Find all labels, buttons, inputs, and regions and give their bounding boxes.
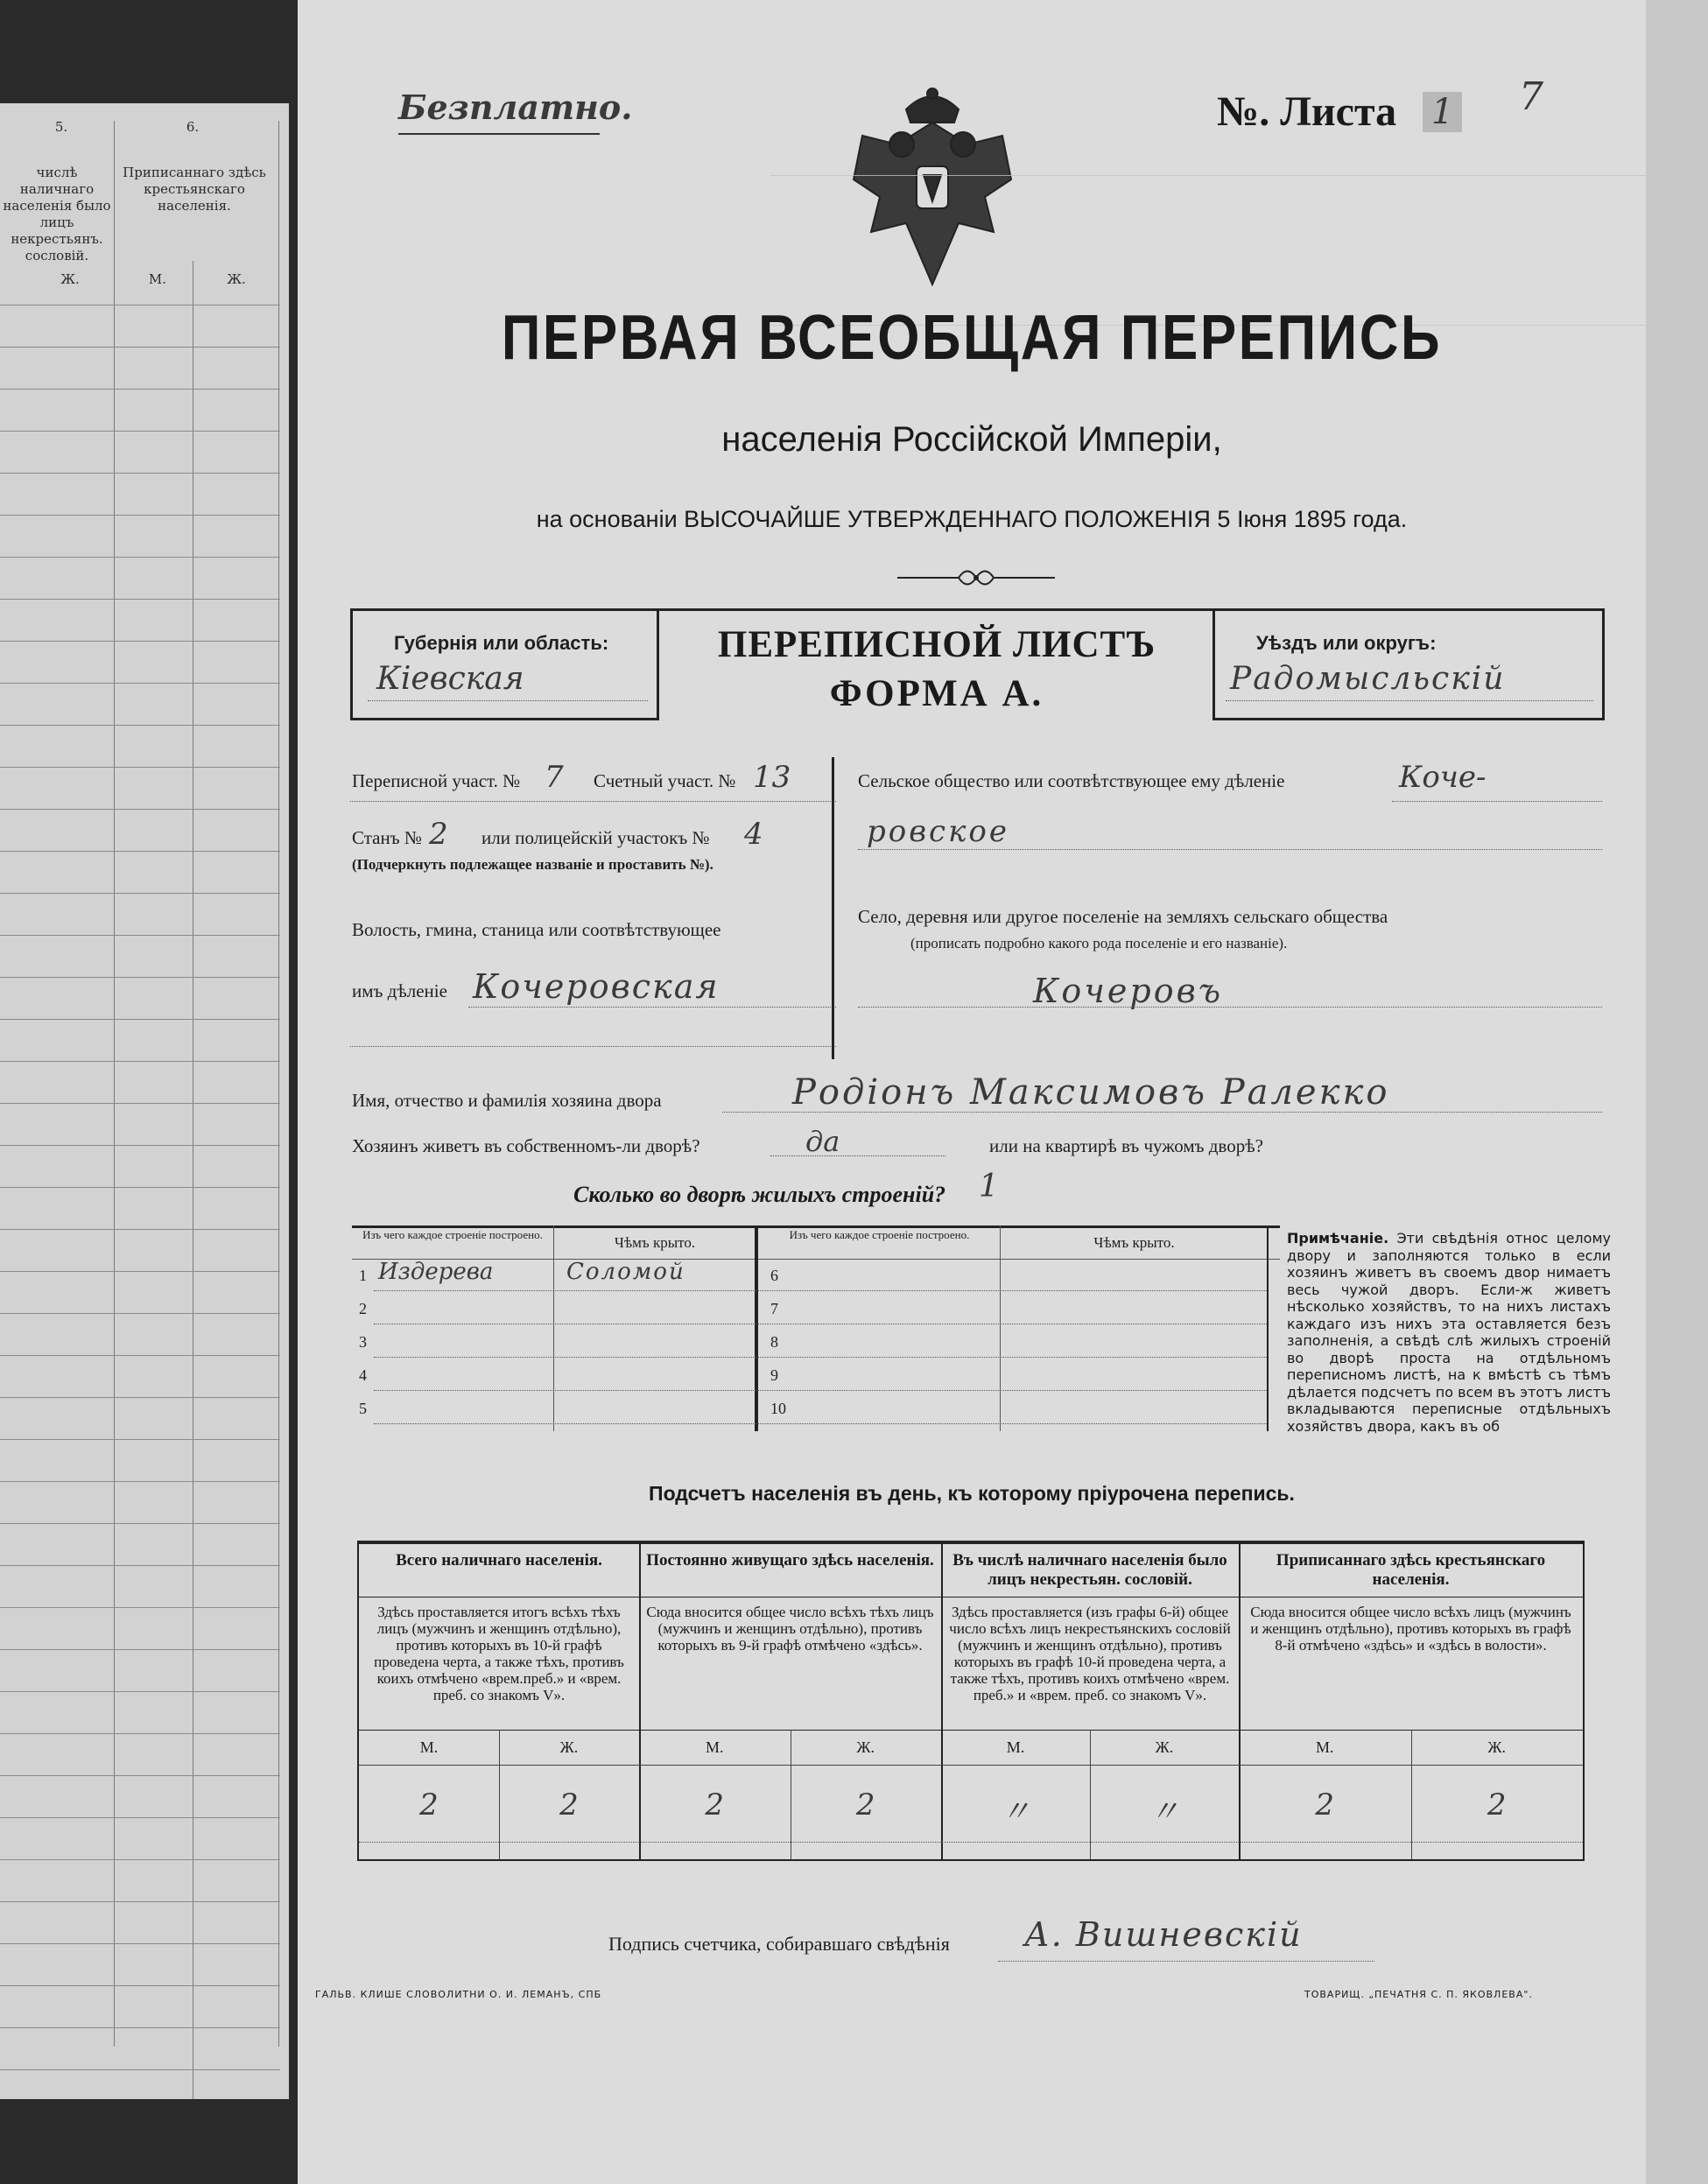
pop-column-head: Всего наличнаго населенія. — [396, 1551, 602, 1570]
society-label: Сельское общество или соотвѣтствующее ему дѣленіе — [858, 770, 1285, 791]
population-table — [357, 1541, 1585, 1861]
pop-m-value: 2 — [705, 1787, 725, 1822]
volost-value: Кочеровская — [473, 967, 720, 1006]
pop-mf-rule — [941, 1765, 1239, 1766]
left-m: М. — [148, 271, 167, 287]
owner-name-label: Имя, отчество и фамилія хозяина двора — [352, 1090, 662, 1111]
left-page-rule — [0, 1313, 280, 1314]
bt-row-material: Издерева — [378, 1259, 494, 1285]
society-value-1: Коче- — [1399, 760, 1487, 795]
note-text: Эти свѣдѣнія относ целому двору и заполняются только в если хозяинъ живетъ въ своемъ двор нимаетъ весь чужой дворъ. Если-ж живетъ нѣсколько хозяйствъ, то на нихъ листахъ каждаго изъ нихъ эта оставляется безъ заполненія, а свѣдѣ слѣ жилыхъ строеній во дворѣ проста на отдѣльномъ переписномъ листѣ, на к вмѣстѣ съ тѣмъ дѣлается подсчетъ по всем въ этотъ листъ вкладываются переписные отдѣльныхъ хозяйствъ двора, какъ въ об — [1287, 1230, 1611, 1435]
bt-row-number: 9 — [770, 1366, 778, 1384]
sheet-no-value: 1 — [1423, 92, 1462, 132]
bt-row-roof: Соломой — [566, 1259, 685, 1285]
left-page-rule — [0, 641, 280, 642]
gubernia-line — [368, 700, 648, 701]
pop-f-label: Ж. — [1155, 1738, 1174, 1756]
village-value: Кочеровъ — [1033, 972, 1224, 1010]
police-label: или полицейскій участокъ № — [481, 827, 710, 848]
pop-f-value: 2 — [559, 1787, 579, 1822]
count-area-value: 13 — [753, 760, 791, 795]
form-box-bottom-right — [1212, 718, 1605, 720]
left-col6-text: Приписаннаго здѣсь крестьянскаго населенія. — [123, 165, 266, 214]
uezd-label: Уѣздъ или округъ: — [1256, 632, 1437, 654]
free-underline — [398, 133, 600, 135]
left-page-rule — [0, 1733, 280, 1734]
signature-line — [998, 1961, 1374, 1962]
left-page-rule — [0, 2027, 280, 2028]
volost-label-2: имъ дѣленіе — [352, 980, 447, 1001]
left-page-rule — [0, 683, 280, 684]
bt-left-col-rule — [553, 1225, 554, 1431]
bt-row-line — [374, 1357, 1267, 1358]
left-page-rule — [0, 347, 280, 348]
form-box-bottom-left — [350, 718, 657, 720]
left-page-rule — [0, 809, 280, 810]
pop-m-label: М. — [705, 1738, 724, 1756]
population-title: Подсчетъ населенія въ день, къ которому пріурочена перепись. — [649, 1482, 1295, 1505]
left-page-rule — [0, 1523, 280, 1524]
left-page-rule — [0, 1103, 280, 1104]
village-label: Село, деревня или другое поселеніе на земляхъ сельскаго общества — [858, 906, 1388, 927]
left-page-rule — [0, 1565, 280, 1566]
own-yard-line — [770, 1155, 945, 1156]
stan-label: Станъ № — [352, 827, 422, 848]
uezd-line — [1226, 700, 1593, 701]
village-note: (прописать подробно какого рода поселеніе и его названіе). — [910, 935, 1288, 952]
bt-row-line — [374, 1390, 1267, 1391]
left-page-rule — [0, 1061, 280, 1062]
police-value: 4 — [744, 817, 763, 852]
left-page-rule — [0, 1817, 280, 1818]
pop-head-rule — [1239, 1597, 1583, 1598]
pop-bottom-dots — [359, 1842, 639, 1843]
bt-row-number: 8 — [770, 1333, 778, 1351]
form-box-divider-2 — [1212, 608, 1215, 720]
gubernia-value: Кіевская — [376, 661, 524, 697]
left-page-rule — [0, 1607, 280, 1608]
stan-value: 2 — [429, 817, 448, 852]
buildings-note — [1287, 1230, 1611, 1444]
left-page-rule — [0, 1901, 280, 1902]
form-box-left-border — [350, 608, 353, 720]
pop-m-value: 〃 — [1001, 1794, 1030, 1829]
pop-column — [359, 1544, 641, 1859]
census-area-label: Переписной участ. № — [352, 770, 521, 791]
pop-column — [1239, 1544, 1583, 1859]
volost-line — [468, 1007, 836, 1008]
left-col5-number: 5. — [54, 119, 68, 135]
pop-head-rule — [359, 1597, 639, 1598]
society-line-1 — [1392, 801, 1602, 802]
pop-column-desc: Здѣсь проставляется итогъ всѣхъ тѣхъ лицъ (мужчинъ и женщинъ отдѣльно), противъ которыхъ въ 10-й графѣ проведена черта, а также тѣхъ, противъ коихъ отмѣчено «врем.преб.» и «врем. преб. со знакомъ V». — [374, 1604, 624, 1703]
pop-f-value: 〃 — [1149, 1794, 1179, 1829]
left-page-rule — [0, 935, 280, 936]
left-page-rule — [0, 431, 280, 432]
left-vline-1 — [114, 121, 115, 2047]
left-page-rule — [0, 1481, 280, 1482]
left-zh1: Ж. — [60, 271, 80, 287]
left-page-rule — [0, 1397, 280, 1398]
owner-name-value: Родіонъ Максимовъ Ралекко — [792, 1072, 1390, 1113]
census-sheet — [298, 0, 1646, 2184]
left-page-rule — [0, 389, 280, 390]
note-title: Примѣчаніе. — [1287, 1230, 1389, 1246]
pop-mf-rule — [1239, 1765, 1583, 1766]
bt-right-border — [1267, 1225, 1269, 1431]
bt-middle-divider — [755, 1225, 758, 1431]
pop-bottom-dots — [639, 1842, 941, 1843]
own-yard-label: Хозяинъ живетъ въ собственномъ-ли дворѣ? — [352, 1135, 700, 1156]
pop-m-label: М. — [1315, 1738, 1334, 1756]
bt-row-number: 4 — [359, 1366, 367, 1384]
block-divider — [832, 757, 834, 1059]
bt-left-material-head: Изъ чего каждое строеніе построено. — [362, 1228, 543, 1241]
buildings-label: Сколько во дворѣ жилыхъ строеній? — [573, 1182, 946, 1207]
left-page-rule — [0, 473, 280, 474]
bt-left-roof-head: Чѣмъ крыто. — [614, 1234, 696, 1251]
printer-right: ТОВАРИЩ. „ПЕЧАТНЯ С. П. ЯКОВЛЕВА". — [1304, 1989, 1533, 2000]
count-area-label: Счетный участ. № — [594, 770, 736, 791]
pop-mf-rule — [359, 1765, 639, 1766]
pop-m-label: М. — [1006, 1738, 1025, 1756]
left-page-rule — [0, 599, 280, 600]
pop-m-value: 2 — [1315, 1787, 1335, 1822]
pop-f-label: Ж. — [856, 1738, 875, 1756]
left-page-rule — [0, 977, 280, 978]
left-page-rule — [0, 1859, 280, 1860]
left-page-rule — [0, 893, 280, 894]
pop-column-head: Въ числѣ наличнаго населенія было лицъ некрестьян. сословій. — [952, 1551, 1227, 1589]
bt-row-number: 10 — [770, 1400, 786, 1417]
society-line-2 — [858, 849, 1602, 850]
pop-f-label: Ж. — [559, 1738, 579, 1756]
form-center-form: ФОРМА А. — [829, 673, 1044, 714]
left-page-rule — [0, 851, 280, 852]
pop-f-label: Ж. — [1487, 1738, 1507, 1756]
left-page-rule — [0, 515, 280, 516]
printer-left: ГАЛЬВ. КЛИШЕ СЛОВОЛИТНИ О. И. ЛЕМАНЪ, СПБ — [315, 1989, 602, 2000]
form-box-right-border — [1602, 608, 1605, 720]
bt-row-line — [374, 1290, 1267, 1291]
bt-row-number: 1 — [359, 1267, 367, 1284]
signature-label: Подпись счетчика, собиравшаго свѣдѣнія — [608, 1933, 950, 1955]
left-page-rule — [0, 725, 280, 726]
signature-value: А. Вишневскій — [1024, 1915, 1303, 1954]
left-col6-number: 6. — [186, 119, 200, 135]
underline-note: (Подчеркнуть подлежащее названіе и проставить №). — [352, 856, 713, 873]
census-area-line — [350, 801, 836, 802]
bt-row-line — [374, 1423, 1267, 1424]
village-line — [858, 1007, 1602, 1008]
own-yard-value: да — [805, 1125, 840, 1158]
left-page-rule — [0, 1229, 280, 1230]
left-page-rule — [0, 1943, 280, 1944]
pop-column-desc: Здѣсь проставляется (изъ графы 6-й) общее число всѣхъ лицъ некрестьянскихъ сословій (мужчинъ и женщинъ отдѣльно), противъ которыхъ въ графѣ 10-й проведена черта, а также тѣхъ, противъ коихъ отмѣчено «врем. преб.» и «врем. преб. со знакомъ V». — [949, 1604, 1231, 1703]
left-page-rule — [0, 1271, 280, 1272]
pop-column — [639, 1544, 943, 1859]
ornament-icon — [897, 560, 1055, 595]
left-zh2: Ж. — [227, 271, 246, 287]
pop-f-value: 2 — [1487, 1787, 1507, 1822]
bt-right-col-rule — [1000, 1225, 1001, 1431]
pop-column — [941, 1544, 1241, 1859]
pop-mf-rule — [639, 1765, 941, 1766]
left-page-rule — [0, 1775, 280, 1776]
left-page-rule — [0, 1439, 280, 1440]
rent-label: или на квартирѣ въ чужомъ дворѣ? — [989, 1135, 1263, 1156]
buildings-table — [352, 1225, 1280, 1431]
left-page-rule — [0, 1985, 280, 1986]
left-page — [0, 103, 289, 2099]
bt-row-number: 7 — [770, 1300, 778, 1317]
left-page-rule — [0, 557, 280, 558]
form-box-divider-1 — [657, 608, 659, 720]
pop-column-head: Приписаннаго здѣсь крестьянскаго населенія. — [1276, 1551, 1546, 1589]
bt-right-roof-head: Чѣмъ крыто. — [1093, 1234, 1175, 1251]
left-page-rule — [0, 1145, 280, 1146]
bt-row-number: 3 — [359, 1333, 367, 1351]
buildings-value: 1 — [979, 1169, 999, 1204]
page-basis: на основаніи ВЫСОЧАЙШЕ УТВЕРЖДЕННАГО ПОЛОЖЕНІЯ 5 Іюня 1895 года. — [536, 506, 1408, 532]
society-value-2: ровское — [867, 814, 1009, 849]
left-page-rule — [0, 2069, 280, 2070]
sheet-no-label: №. Листа — [1217, 88, 1397, 135]
pop-f-value: 2 — [855, 1787, 875, 1822]
left-page-rule — [0, 767, 280, 768]
pop-m-label: М. — [419, 1738, 439, 1756]
volost-label: Волость, гмина, станица или соотвѣтствующее — [352, 919, 721, 940]
corner-number: 7 — [1519, 74, 1543, 119]
volost-line-2 — [350, 1046, 836, 1047]
left-vline-3 — [278, 121, 279, 2047]
bt-row-number: 5 — [359, 1400, 367, 1417]
pop-column-desc: Сюда вносится общее число всѣхъ тѣхъ лицъ (мужчинъ и женщинъ отдѣльно), противъ которыхъ въ 9-й графѣ отмѣчено «здѣсь». — [646, 1604, 934, 1654]
left-page-rule — [0, 1649, 280, 1650]
left-page-rule — [0, 1019, 280, 1020]
owner-name-line — [722, 1112, 1602, 1113]
left-page-rule — [0, 1691, 280, 1692]
pop-column-desc: Сюда вносится общее число всѣхъ лицъ (мужчинъ и женщинъ отдѣльно), противъ которыхъ въ графѣ 8-й отмѣчено «здѣсь» и «здѣсь в волости». — [1250, 1604, 1571, 1654]
page-title: ПЕРВАЯ ВСЕОБЩАЯ ПЕРЕПИСЬ — [501, 303, 1443, 373]
pop-head-rule — [639, 1597, 941, 1598]
sheet-edge — [1646, 0, 1708, 2184]
census-area-value: 7 — [545, 760, 564, 795]
bt-right-material-head: Изъ чего каждое строеніе построено. — [789, 1228, 970, 1241]
pop-bottom-dots — [941, 1842, 1239, 1843]
pop-m-value: 2 — [419, 1787, 439, 1822]
bt-row-number: 2 — [359, 1300, 367, 1317]
left-page-rule — [0, 1187, 280, 1188]
free-label: Безплатно. — [398, 88, 633, 127]
pop-column-head: Постоянно живущаго здѣсь населенія. — [646, 1551, 934, 1570]
left-col5-text: числѣ наличнаго населенія было лицъ некрестьянъ. сословій. — [3, 165, 111, 263]
pop-bottom-dots — [1239, 1842, 1583, 1843]
uezd-value: Радомысльскій — [1230, 661, 1506, 697]
left-page-rule — [0, 1355, 280, 1356]
bt-row-number: 6 — [770, 1267, 778, 1284]
form-center-title: ПЕРЕПИСНОЙ ЛИСТЪ — [717, 624, 1156, 665]
page-subtitle: населенія Россійской Имперіи, — [721, 420, 1222, 459]
pop-head-rule — [941, 1597, 1239, 1598]
gubernia-label: Губернія или область: — [394, 632, 609, 654]
